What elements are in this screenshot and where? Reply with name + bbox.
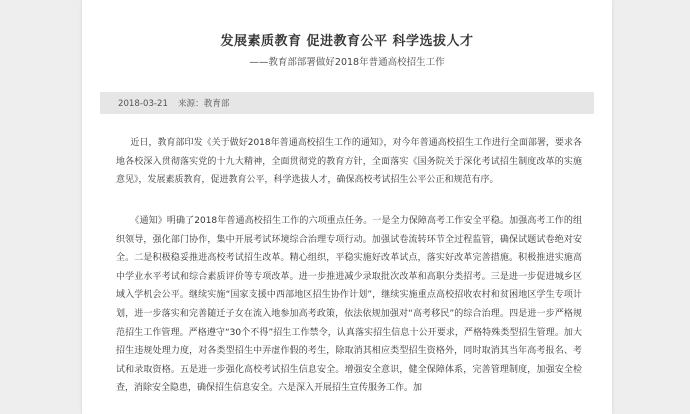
article-paragraph-1: 近日，教育部印发《关于做好2018年普通高校招生工作的通知》，对今年普通高校招生工作进行全面部署，要求各地各校深入贯彻落实党的十九大精神，全面贯彻党的教育方针，全面落实《国务院关于深化考试招生制度改革的实施意见》，发展素质教育，促进教育公平，科学选拔人才，确保高校考试招生公平公正和规范有序。 <box>116 138 582 186</box>
article-subtitle: ——教育部部署做好2018年普通高校招生工作 <box>249 57 445 68</box>
article-meta <box>118 97 240 109</box>
article-date: 2018-03-21 <box>118 99 168 109</box>
article-source: 来源：教育部 <box>177 99 230 109</box>
article-title: 发展素质教育 促进教育公平 科学选拔人才 <box>220 34 474 49</box>
article-meta-bar <box>100 92 594 114</box>
article-paragraph-2: 《通知》明确了2018年普通高校招生工作的六项重点任务。一是全力保障高考工作安全平稳。加强高考工作的组织领导，强化部门协作，集中开展考试环境综合治理专项行动。加强试卷流转环节全过程监管，确保试题试卷绝对安全。二是积极稳妥推进高校考试招生改革。精心组织，平稳实施好改革试点，落实好改革完善措施。积极推进实施高中学业水平考试和综合素质评价等专项改革。进一步推进减少录取批次改革和高职分类招考。三是进一步促进城乡区域入学机会公平。继续实施“国家支援中西部地区招生协作计划”，继续实施重点高校招收农村和贫困地区学生专项计划，进一步落实和完善随迁子女在流入地参加高考政策，依法依规加强对“高考移民”的综合治理。四是进一步严格规范招生工作管理。严格遵守“30个不得”招生工作禁令，认真落实招生信息十公开要求，严格特殊类型招生管理。加大招生违规处理力度，对各类型招生中弄虚作假的考生，除取消其相应类型招生资格外，同时取消其当年高考报名、考试和录取资格。五是进一步强化高校考试招生信息安全。增强安全意识，健全保障体系，完善管理制度，加强安全检查，消除安全隐患，确保招生信息安全。六是深入开展招生宣传服务工作。加 <box>116 216 582 394</box>
article-page <box>82 0 612 414</box>
